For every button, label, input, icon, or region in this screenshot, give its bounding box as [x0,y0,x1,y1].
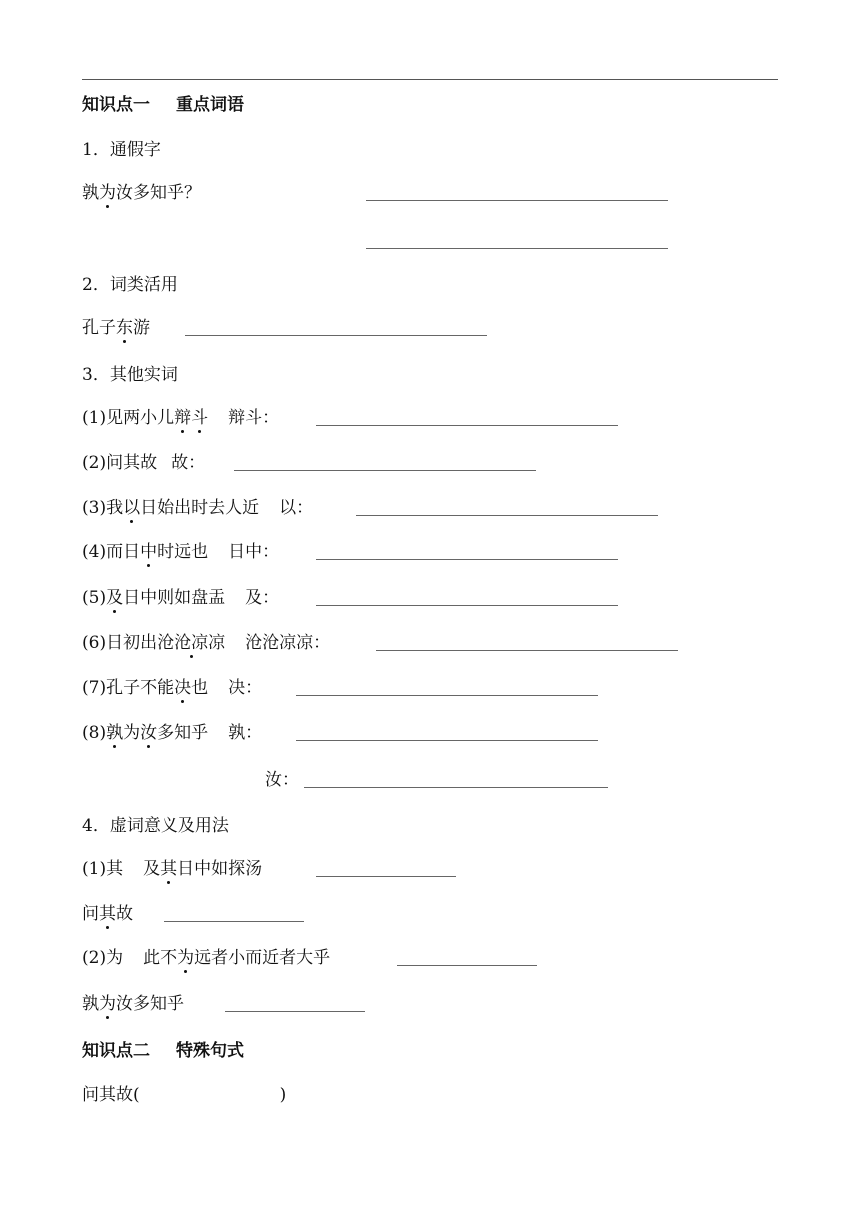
q3-item-5: (5)及日中则如盘盂 及： [82,588,280,608]
q3-item-2: (2)问其故 故： [82,453,206,473]
q3-item-1: (1)见两小儿辩斗 辩斗： [82,408,280,428]
q4-line-3: (2)为 此不为远者小而近者大乎 [82,948,331,968]
answer-blank[interactable] [296,679,598,696]
answer-blank[interactable] [356,499,658,516]
q3-item-7: (7)孔子不能决也 决： [82,678,263,698]
answer-blank[interactable] [164,905,304,922]
last-line: 问其故( ) [82,1085,287,1105]
answer-blank[interactable] [185,319,487,336]
answer-blank[interactable] [316,409,618,426]
q1-heading: 1．通假字 [82,140,161,160]
q3-item-8b: 汝： [265,770,299,790]
answer-blank[interactable] [397,949,537,966]
q3-item-4: (4)而日中时远也 日中： [82,542,280,562]
section-heading-2: 知识点二 特殊句式 [82,1041,244,1061]
answer-blank[interactable] [225,995,365,1012]
answer-blank[interactable] [316,589,618,606]
top-rule [82,79,778,80]
answer-blank[interactable] [234,454,536,471]
q4-line-4: 孰为汝多知乎 [82,994,184,1014]
answer-blank[interactable] [376,634,678,651]
q3-item-3: (3)我以日始出时去人近 以： [82,498,314,518]
q2-heading: 2．词类活用 [82,275,178,295]
q4-heading: 4．虚词意义及用法 [82,816,229,836]
answer-blank[interactable] [366,184,668,201]
answer-blank[interactable] [304,771,608,788]
q4-line-1: (1)其 及其日中如探汤 [82,859,263,879]
q2-line: 孔子东游 [82,318,150,338]
q3-heading: 3．其他实词 [82,365,178,385]
answer-blank[interactable] [366,232,668,249]
q3-item-6: (6)日初出沧沧凉凉 沧沧凉凉： [82,633,331,653]
q4-line-2: 问其故 [82,904,133,924]
q3-item-8: (8)孰为汝多知乎 孰： [82,723,263,743]
answer-blank[interactable] [316,860,456,877]
answer-blank[interactable] [296,724,598,741]
emphasis-char: 为 [99,183,116,203]
q1-line: 孰为汝多知乎？ [82,183,201,203]
answer-blank[interactable] [316,543,618,560]
section-heading-1: 知识点一 重点词语 [82,95,244,115]
